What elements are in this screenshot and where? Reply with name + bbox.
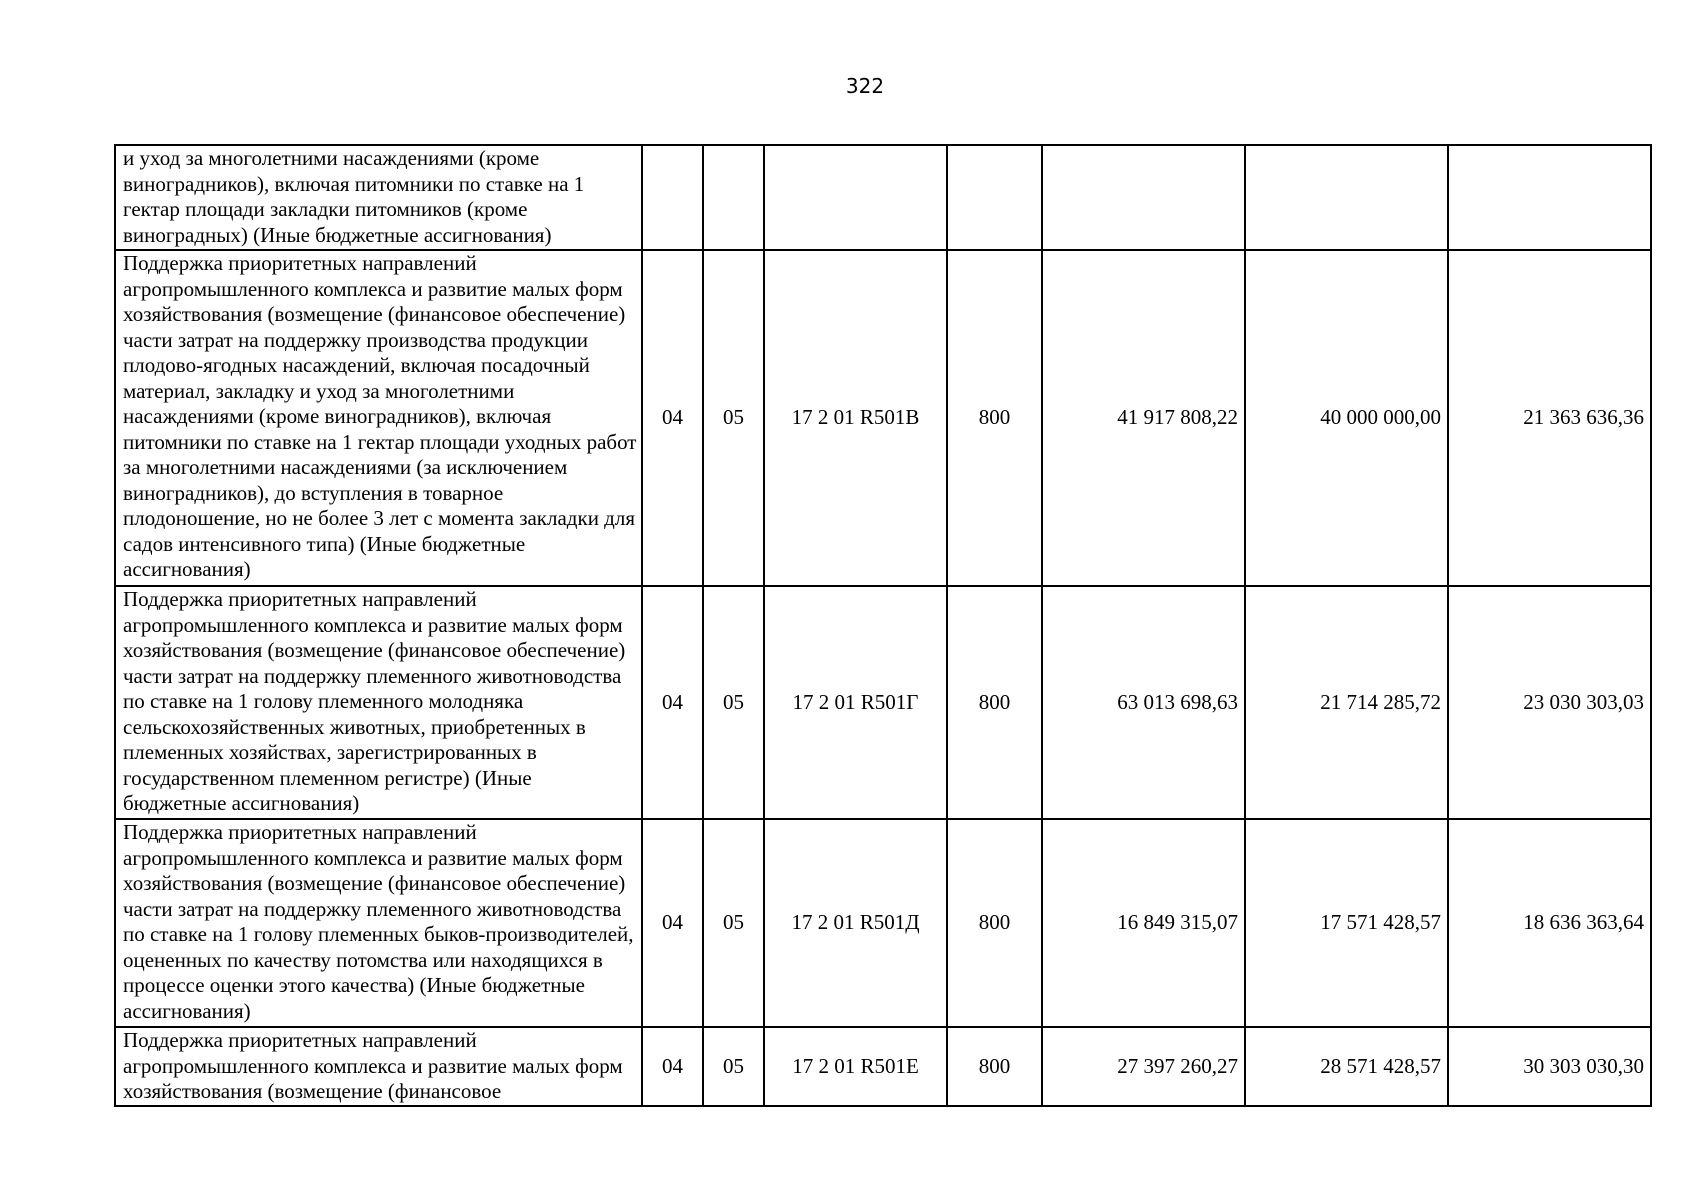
section-cell: 04 bbox=[642, 250, 703, 586]
target-article-cell: 17 2 01 R501Г bbox=[764, 586, 947, 819]
expense-type-cell: 800 bbox=[947, 586, 1042, 819]
section-cell: 04 bbox=[642, 1027, 703, 1106]
amount-2-cell: 17 571 428,57 bbox=[1245, 819, 1448, 1027]
amount-3-cell: 23 030 303,03 bbox=[1448, 586, 1651, 819]
target-article-cell: 17 2 01 R501Е bbox=[764, 1027, 947, 1106]
amount-3-cell bbox=[1448, 145, 1651, 250]
description-cell: и уход за многолетними насаждениями (кроме виноградников), включая питомники по ставке на 1 гектар площади закладки питомников (кроме виноградных) (Иные бюджетные ассигнования) bbox=[115, 145, 642, 250]
amount-3-cell: 30 303 030,30 bbox=[1448, 1027, 1651, 1106]
amount-1-cell bbox=[1042, 145, 1245, 250]
expense-type-cell: 800 bbox=[947, 250, 1042, 586]
section-cell: 04 bbox=[642, 586, 703, 819]
section-cell bbox=[642, 145, 703, 250]
subsection-cell: 05 bbox=[703, 586, 764, 819]
target-article-cell bbox=[764, 145, 947, 250]
amount-1-cell: 16 849 315,07 bbox=[1042, 819, 1245, 1027]
target-article-cell: 17 2 01 R501Д bbox=[764, 819, 947, 1027]
amount-3-cell: 18 636 363,64 bbox=[1448, 819, 1651, 1027]
table-row bbox=[115, 250, 1651, 586]
table-row bbox=[115, 145, 1651, 250]
table-row bbox=[115, 586, 1651, 819]
table-row bbox=[115, 819, 1651, 1027]
description-cell: Поддержка приоритетных направлений агропромышленного комплекса и развитие малых форм хозяйствования (возмещение (финансовое обеспечение) части затрат на поддержку производства продукции плодово-ягодных насаждений, включая посадочный материал, закладку и уход за многолетними насаждениями (кроме виноградников), включая питомники по ставке на 1 гектар площади уходных работ за многолетними насаждениями (за исключением виноградников), до вступления в товарное плодоношение, но не более 3 лет с момента закладки для садов интенсивного типа) (Иные бюджетные ассигнования) bbox=[115, 250, 642, 586]
amount-2-cell bbox=[1245, 145, 1448, 250]
subsection-cell: 05 bbox=[703, 819, 764, 1027]
page-number: 322 bbox=[845, 74, 885, 98]
amount-2-cell: 40 000 000,00 bbox=[1245, 250, 1448, 586]
amount-2-cell: 21 714 285,72 bbox=[1245, 586, 1448, 819]
amount-3-cell: 21 363 636,36 bbox=[1448, 250, 1651, 586]
amount-1-cell: 27 397 260,27 bbox=[1042, 1027, 1245, 1106]
section-cell: 04 bbox=[642, 819, 703, 1027]
description-cell: Поддержка приоритетных направлений агропромышленного комплекса и развитие малых форм хозяйствования (возмещение (финансовое обеспечение) части затрат на поддержку племенного животноводства по ставке на 1 голову племенных быков-производителей, оцененных по качеству потомства или находящихся в процессе оценки этого качества) (Иные бюджетные ассигнования) bbox=[115, 819, 642, 1027]
subsection-cell: 05 bbox=[703, 1027, 764, 1106]
subsection-cell: 05 bbox=[703, 250, 764, 586]
description-cell: Поддержка приоритетных направлений агропромышленного комплекса и развитие малых форм хозяйствования (возмещение (финансовое обеспечение) части затрат на поддержку племенного животноводства по ставке на 1 голову племенного молодняка сельскохозяйственных животных, приобретенных в племенных хозяйствах, зарегистрированных в государственном племенном регистре) (Иные бюджетные ассигнования) bbox=[115, 586, 642, 819]
expense-type-cell bbox=[947, 145, 1042, 250]
table-row bbox=[115, 1027, 1651, 1106]
amount-1-cell: 63 013 698,63 bbox=[1042, 586, 1245, 819]
amount-1-cell: 41 917 808,22 bbox=[1042, 250, 1245, 586]
subsection-cell bbox=[703, 145, 764, 250]
amount-2-cell: 28 571 428,57 bbox=[1245, 1027, 1448, 1106]
expense-type-cell: 800 bbox=[947, 819, 1042, 1027]
expense-type-cell: 800 bbox=[947, 1027, 1042, 1106]
description-cell: Поддержка приоритетных направлений агропромышленного комплекса и развитие малых форм хозяйствования (возмещение (финансовое bbox=[115, 1027, 642, 1106]
target-article-cell: 17 2 01 R501В bbox=[764, 250, 947, 586]
budget-allocation-table bbox=[114, 144, 1652, 1107]
